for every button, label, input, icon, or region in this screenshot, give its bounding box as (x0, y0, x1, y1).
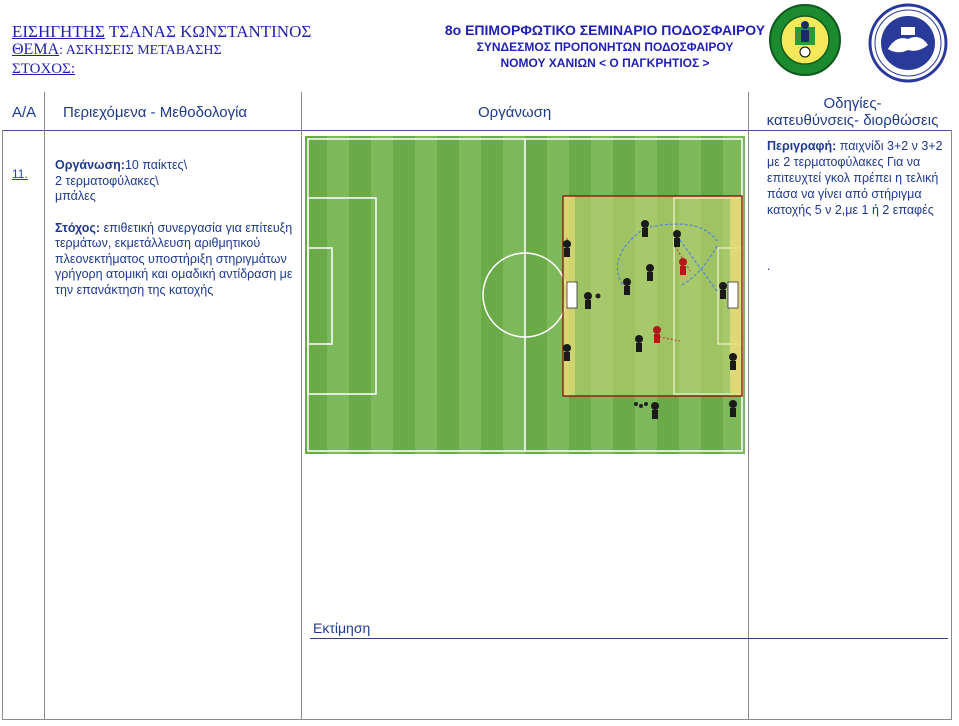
instructions-cell (767, 138, 952, 274)
association-name: ΣΥΝΔΕΣΜΟΣ ΠΡΟΠΟΝΗΤΩΝ ΠΟΔΟΣΦΑΙΡΟΥ (476, 40, 734, 54)
org-line2: 2 τερματοφύλακες\ (55, 173, 159, 188)
description-paragraph (767, 138, 952, 218)
goal-label: Στόχος: (55, 220, 101, 235)
lecturer-name: ΤΣΑΝΑΣ ΚΩΝΣΤΑΝΤΙΝΟΣ (108, 22, 312, 41)
header-left (12, 22, 311, 78)
column-aa: Α/Α (12, 103, 37, 121)
description-label: Περιγραφή: (767, 139, 837, 153)
player-dark (719, 282, 727, 299)
table-border-left (2, 130, 3, 720)
player-dark (729, 400, 737, 417)
player-red (679, 258, 687, 275)
player-dark (623, 278, 631, 295)
column-instructions-line1: Οδηγίες- (823, 95, 882, 112)
column-contents: Περιεχόμενα - Μεθοδολογία (63, 103, 248, 121)
column-organization: Οργάνωση (478, 103, 552, 121)
seminar-title: 8ο ΕΠΙΜΟΡΦΩΤΙΚΟ ΣΕΜΙΝΑΡΙΟ ΠΟΔΟΣΦΑΙΡΟΥ (444, 22, 766, 38)
player-dark (563, 240, 571, 257)
column-divider-2 (301, 92, 302, 720)
theme-line (12, 41, 311, 60)
theme-label: ΘΕΜΑ (12, 41, 60, 58)
player-dark (641, 220, 649, 237)
evaluation-underline (310, 638, 948, 639)
description-text: παιχνίδι 3+2 ν 3+2 με 2 τερματοφύλακες Για να επιτευχτεί γκολ πρέπει η τελική πάσα να γίνει από στήριγμα κατοχής 5 ν 2,με 1 ή 2 επαφές (767, 139, 943, 217)
column-instructions-line2: κατευθύνσεις- διορθώσεις (766, 112, 939, 129)
player-dark (635, 335, 643, 352)
column-divider-1 (44, 92, 45, 720)
pitch-diagram (305, 136, 745, 454)
region-name: ΝΟΜΟΥ ΧΑΝΙΩΝ < Ο ΠΑΓΚΡΗΤΙΟΣ > (500, 56, 710, 70)
trailing-dot: . (767, 259, 771, 273)
player-dark (729, 353, 737, 370)
row-number: 11. (12, 167, 28, 181)
lecturer-label: ΕΙΣΗΓΗΤΗΣ (12, 22, 105, 41)
football-federation-logo (868, 3, 948, 83)
player-red (653, 326, 661, 343)
org-line1 (55, 158, 295, 174)
lecturer-line (12, 22, 311, 41)
player-dark (563, 344, 571, 361)
player-dark (651, 402, 659, 419)
coaches-association-logo (768, 3, 842, 77)
theme-value: : ΑΣΚΗΣΕΙΣ ΜΕΤΑΒΑΣΗΣ (59, 43, 222, 58)
player-dark (646, 264, 654, 281)
goal-paragraph (55, 221, 295, 299)
header-divider (2, 130, 952, 131)
contents-cell (55, 158, 295, 298)
player-dark (584, 292, 592, 309)
player-dark (673, 230, 681, 247)
evaluation-label: Εκτίμηση (313, 620, 371, 636)
org-line3: μπάλες (55, 189, 96, 203)
header-center (420, 22, 790, 71)
column-divider-3 (748, 92, 749, 720)
goal-text: επιθετική συνεργασία για επίτευξη τερμάτων, εκμετάλλευση αριθμητικού πλεονεκτήματος υποστήριξη στηριγμάτων γρήγορη ατομική και ομαδική αντίδραση με την επανάκτηση της κατοχής (55, 220, 293, 297)
column-instructions (755, 94, 950, 130)
table-border-bottom (2, 719, 952, 720)
org-label: Οργάνωση: (55, 158, 125, 172)
goal-heading: ΣΤΟΧΟΣ: (12, 61, 76, 77)
org-value: 10 παίκτες\ (124, 158, 188, 172)
